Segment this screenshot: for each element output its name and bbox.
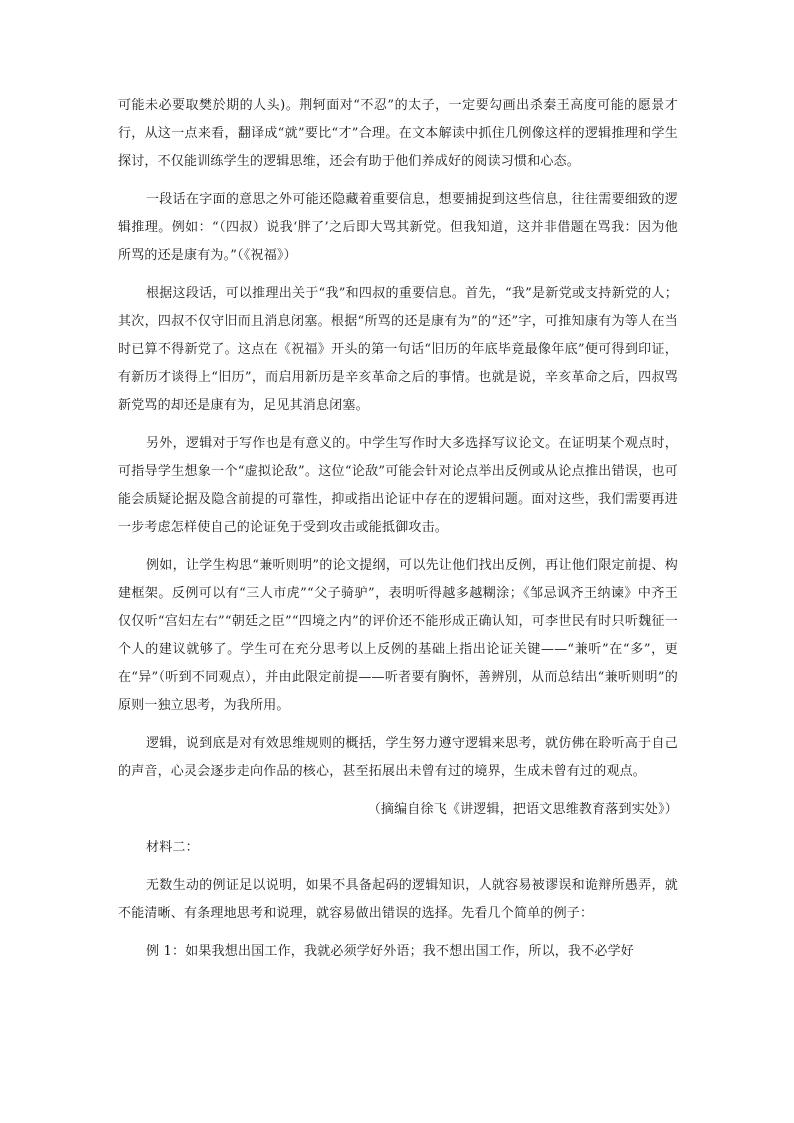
paragraph-1: 可能未必要取樊於期的人头)。荆轲面对“不忍”的太子，一定要勾画出杀秦王高度可能的愿景才行，从这一点来看，翻译成“就”要比“才”合理。在文本解读中抓住几例像这样的逻辑推理和学生探讨，不仅能训练学生的逻辑思维，还会有助于他们养成好的阅读习惯和心态。 <box>118 98 678 169</box>
document-page <box>118 92 678 966</box>
section-label: 材料二： <box>146 840 199 855</box>
paragraph-8: 例 1：如果我想出国工作，我就必须学好外语；我不想出国工作，所以，我不必学好 <box>146 944 635 959</box>
paragraph-5: 例如，让学生构思“兼听则明”的论文提纲，可以先让他们找出反例，再让他们限定前提、构建框架。反例可以有“三人市虎”“父子骑驴”，表明听得越多越糊涂；《邹忌讽齐王纳谏》中齐王仅仅听“宫妇左右”“朝廷之臣”“四境之内”的评价还不能形成正确认知，可李世民有时只听魏征一个人的建议就够了。学生可在充分思考以上反例的基础上指出论证关键——“兼听”在“多”，更在“异”（听到不同观点），并由此限定前提——听者要有胸怀，善辨別，从而总结出“兼听则明”的原则一独立思考，为我所用。 <box>118 558 678 713</box>
paragraph-3: 根据这段话，可以推理出关于“我”和四叔的重要信息。首先，“我”是新党或支持新党的人；其次，四叔不仅守旧而且消息闭塞。根据“所骂的还是康有为”的“还”字，可推知康有为等人在当时已算不得新党了。这点在《祝福》开头的第一句话“旧历的年底毕竟最像年底”便可得到印证，有新历才谈得上“旧历”，而启用新历是辛亥革命之后的事情。也就是说，辛亥革命之后，四叔骂新党骂的却还是康有为，足见其消息闭塞。 <box>118 286 678 413</box>
source-citation: （摘编自徐飞《讲逻辑，把语文思维教育落到实处》） <box>367 802 678 817</box>
paragraph-6: 逻辑，说到底是对有效思维规则的概括，学生努力遵守逻辑来思考，就仿佛在聆听高于自己的声音，心灵会逐步走向作品的核心，甚至拓展出未曾有过的境界，生成未曾有过的观点。 <box>118 736 678 779</box>
paragraph-7: 无数生动的例证足以说明，如果不具备起码的逻辑知识，人就容易被谬误和诡辩所愚弄，就不能清晰、有条理地思考和说理，就容易做出错误的选择。先看几个简单的例子： <box>118 878 678 921</box>
paragraph-2: 一段话在字面的意思之外可能还隐藏着重要信息，想要捕捉到这些信息，往往需要细致的逻辑推理。例如：“（四叔）说我‘胖了’之后即大骂其新党。但我知道，这并非借题在骂我：因为他所骂的还是康有为。”（《祝福》） <box>118 192 678 263</box>
paragraph-4: 另外，逻辑对于写作也是有意义的。中学生写作时大多选择写议论文。在证明某个观点时，可指导学生想象一个“虚拟论敌”。这位“论敌”可能会针对论点举出反例或从论点推出错误，也可能会质疑论据及隐含前提的可靠性，抑或指出论证中存在的逻辑问题。面对这些，我们需要再进一步考虑怎样使自己的论证免于受到攻击或能抵御攻击。 <box>118 436 678 535</box>
